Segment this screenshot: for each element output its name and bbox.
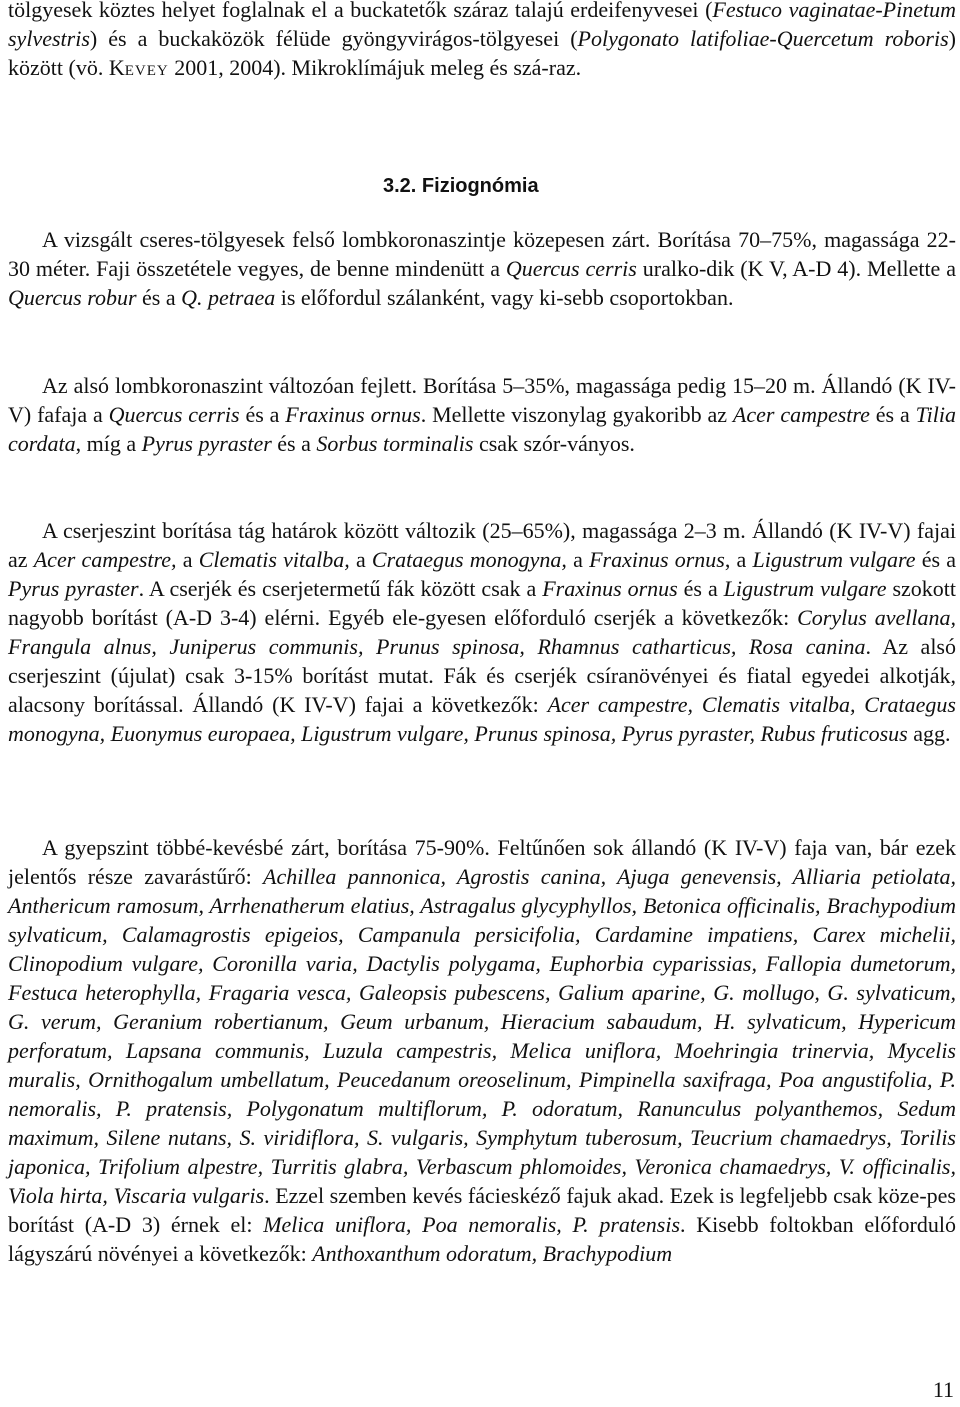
- text-run: és a: [271, 431, 317, 456]
- text-run: és a: [239, 402, 286, 427]
- species-name: Fraxinus ornus: [542, 576, 678, 601]
- species-name: Quercus robur: [8, 285, 137, 310]
- text-run: a: [176, 547, 199, 572]
- species-name: Clematis vitalba,: [198, 547, 350, 572]
- text-run: . A cserjék és cserjetermetű fák között csak a: [138, 576, 543, 601]
- text-run: tölgyesek köztes helyet foglalnak el a buckatetők száraz talajú erdeifenyvesei (: [8, 0, 713, 22]
- species-list: Corylus avellana, Frangula alnus, Juniperus communis, Prunus spinosa, Rhamnus catharticus, Rosa canina: [8, 605, 956, 659]
- text-run: A cserjeszint borítása tág határok között változik (25‒65%), magassága 2‒3 m. Állandó (K IV-V) fajai az: [8, 518, 956, 572]
- text-run: a: [566, 547, 590, 572]
- text-run: uralko-dik (K V, A-D 4). Mellette a: [636, 256, 956, 281]
- species-name: Ligustrum vulgare: [752, 547, 916, 572]
- species-name: Festuco vaginatae-Pinetum sylvestris: [8, 0, 956, 51]
- species-name: Tilia cordata: [8, 402, 956, 456]
- species-name: Ligustrum vulgare: [723, 576, 887, 601]
- text-run: és a: [869, 402, 916, 427]
- species-name: Sorbus torminalis: [316, 431, 474, 456]
- intro-paragraph: [8, 0, 956, 86]
- species-list: Achillea pannonica, Agrostis canina, Ajuga genevensis, Alliaria petiolata, Anthericum ramosum, Arrhenatherum elatius, Astragalus glycyphyllos, Betonica officinalis, Brachypodium sylvaticum, Calamagrostis epigeios, Campanula persicifolia, Cardamine impatiens, Carex michelii, Clinopodium vulgare, Coronilla varia, Dactylis polygama, Euphorbia cyparissias, Fallopia dumetorum, Festuca heterophylla, Fragaria vesca, Galeopsis pubescens, Galium aparine, G. mollugo, G. sylvaticum, G. verum, Geranium robertianum, Geum urbanum, Hieracium sabaudum, H. sylvaticum, Hypericum perforatum, Lapsana communis, Luzula campestris, Melica uniflora, Moehringia trinervia, Mycelis muralis, Ornithogalum umbellatum, Peucedanum oreoselinum, Pimpinella saxifraga, Poa angustifolia, P. nemoralis, P. pratensis, Polygonatum multiflorum, P. odoratum, Ranunculus polyanthemos, Sedum maximum, Silene nutans, S. viridiflora, S. vulgaris, Symphytum tuberosum, Teucrium chamaedrys, Torilis japonica, Trifolium alpestre, Turritis glabra, Verbascum phlomoides, Veronica chamaedrys, V. officinalis, Viola hirta, Viscaria vulgaris: [8, 864, 957, 1208]
- author-smallcaps: EVEY: [124, 63, 169, 79]
- canopy-upper-paragraph: [8, 225, 956, 312]
- species-name: Q. petraea: [181, 285, 276, 310]
- page-number: 11: [932, 1377, 954, 1402]
- text-run: agg.: [907, 721, 951, 746]
- text-run: . Ezzel szemben kevés fácieskéző fajuk akad. Ezek is legfeljebb csak köze-pes borítást (A-D 3) érnek el:: [8, 1183, 956, 1237]
- text-run: csak szór-ványos.: [473, 431, 635, 456]
- species-name: Crataegus monogyna,: [371, 547, 567, 572]
- species-name: Fraxinus ornus: [589, 547, 725, 572]
- species-list: Anthoxanthum odoratum, Brachypodium: [312, 1241, 673, 1266]
- species-name: Polygonato latifoliae-Quercetum roboris: [577, 26, 949, 51]
- herb-layer-paragraph: [8, 833, 956, 1268]
- shrub-layer-paragraph: [8, 516, 956, 748]
- text-run: . Az alsó cserjeszint (újulat) csak 3-15% borítást mutat. Fák és cserjék csíranövényei és fiatal egyedei alkotják, alacsony borítással. Állandó (K IV-V) fajai a következők:: [8, 634, 956, 717]
- text-run: 2001, 2004). Mikroklímájuk meleg és szá-raz.: [168, 55, 582, 80]
- text-run: és a: [136, 285, 182, 310]
- text-run: A gyepszint többé-kevésbé zárt, borítása 75-90%. Feltűnően sok állandó (K IV-V) faja van, bár ezek jelentős része zavarástűrő:: [8, 835, 956, 889]
- species-name: Quercus cerris: [108, 402, 240, 427]
- text-run: Az alsó lombkoronaszint változóan fejlett. Borítása 5‒35%, magassága pedig 15‒20 m. Állandó (K IV-V) fafaja a: [8, 373, 956, 427]
- species-list: Acer campestre, Clematis vitalba, Crataegus monogyna, Euonymus europaea, Ligustrum vulgare, Prunus spinosa, Pyrus pyraster, Rubus fruticosus: [8, 692, 956, 746]
- species-name: Pyrus pyraster: [8, 576, 139, 601]
- text-run: a: [349, 547, 372, 572]
- species-name: Quercus cerris: [505, 256, 637, 281]
- species-name: Fraxinus ornus: [285, 402, 421, 427]
- species-name: Pyrus pyraster: [141, 431, 272, 456]
- text-run: és a: [677, 576, 724, 601]
- species-name: Acer campestre: [732, 402, 870, 427]
- text-run: szokott nagyobb borítást (A-D 3-4) elérni. Egyéb ele-gyesen előforduló cserjék a következők:: [8, 576, 956, 630]
- canopy-lower-paragraph: [8, 371, 956, 458]
- text-run: . Kisebb foltokban előforduló lágyszárú növényei a következők:: [8, 1212, 956, 1266]
- text-run: , a: [724, 547, 753, 572]
- text-run: ) és a buckaközök félüde gyöngyvirágos-tölgyesei (: [89, 26, 578, 51]
- text-run: is előfordul szálanként, vagy ki-sebb csoportokban.: [275, 285, 734, 310]
- text-run: ) között (vö. K: [8, 26, 956, 80]
- species-name: Acer campestre,: [33, 547, 177, 572]
- text-run: , míg a: [75, 431, 142, 456]
- species-list: Melica uniflora, Poa nemoralis, P. pratensis: [263, 1212, 681, 1237]
- text-run: A vizsgált cseres-tölgyesek felső lombkoronaszintje közepesen zárt. Borítása 70‒75%, magassága 22-30 méter. Faji összetétele vegyes, de benne mindenütt a: [8, 227, 956, 281]
- text-run: . Mellette viszonylag gyakoribb az: [420, 402, 733, 427]
- section-heading: 3.2. Fiziognómia: [383, 175, 539, 197]
- text-run: és a: [915, 547, 957, 572]
